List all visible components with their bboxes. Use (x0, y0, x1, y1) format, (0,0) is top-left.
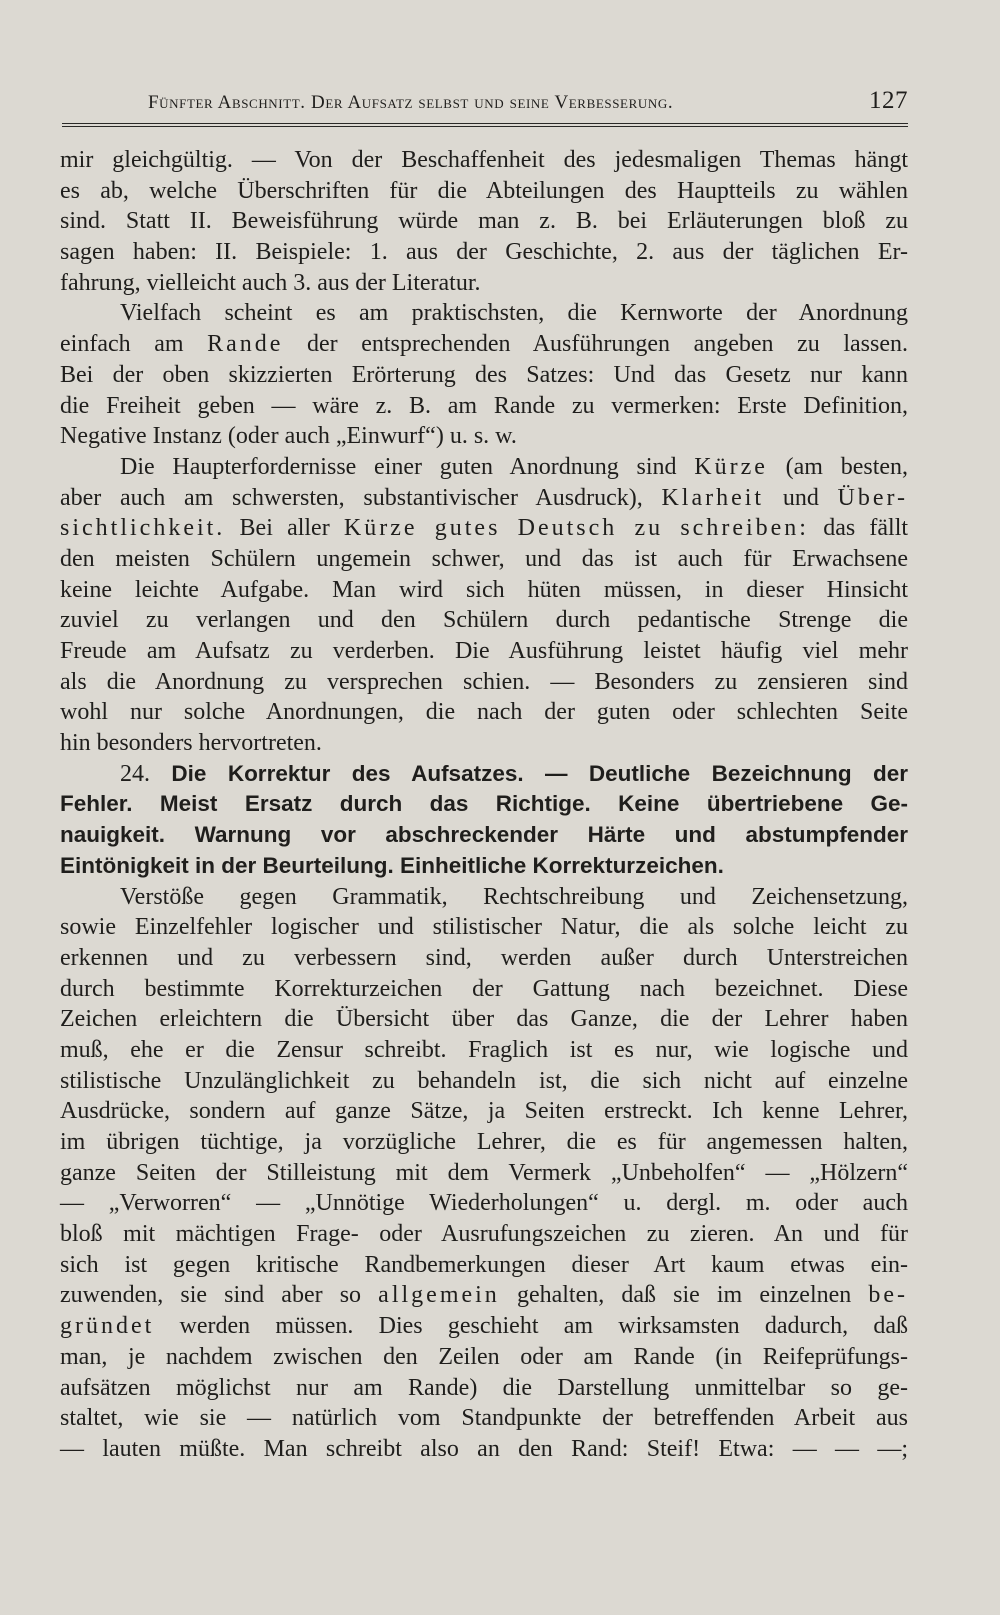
text-line: zuwenden, sie sind aber so allgemein gehalten, daß sie im einzelnen be- (60, 1282, 909, 1309)
section-number: 24. (120, 760, 150, 787)
emphasis: Rande (207, 331, 284, 358)
text-line: sowie Einzelfehler logischer und stilistischer Natur, die als solche leicht zu (60, 914, 908, 941)
emphasis: Klarheit (661, 484, 765, 511)
text-line: als die Anordnung zu versprechen schien. — Besonders zu zensieren sind (60, 668, 908, 695)
text-line: sich ist gegen kritische Randbemerkungen dieser Art kaum etwas ein- (60, 1251, 908, 1278)
emphasis: Kürze (694, 453, 768, 480)
page-number: 127 (869, 87, 908, 114)
text-line: ganze Seiten der Stilleistung mit dem Vermerk „Unbeholfen“ — „Hölzern“ (60, 1159, 908, 1186)
text-line: Verstöße gegen Grammatik, Rechtschreibung und Zeichensetzung, (120, 883, 908, 910)
emphasis: allgemein (378, 1282, 500, 1309)
emphasis: Kürze gutes Deutsch zu schreiben: (343, 515, 809, 542)
text-line: keine leichte Aufgabe. Man wird sich hüten müssen, in dieser Hinsicht (60, 576, 908, 603)
text-line: — „Verworren“ — „Unnötige Wiederholungen“ u. dergl. m. oder auch (60, 1190, 908, 1217)
section-heading: 24. Die Korrektur des Aufsatzes. — Deutliche Bezeichnung der (120, 760, 908, 787)
text-line: Zeichen erleichtern die Übersicht über das Ganze, die der Lehrer haben (60, 1006, 908, 1033)
text-line: mir gleichgültig. — Von der Beschaffenheit des jedesmaligen Themas hängt (60, 147, 908, 173)
text-line: wohl nur solche Anordnungen, die nach der guten oder schlechten Seite (60, 699, 908, 726)
text-line: aber auch am schwersten, substantivischer Ausdruck), Klarheit und Über- (60, 484, 909, 511)
running-title: Fünfter Abschnitt. Der Aufsatz selbst und seine Verbesserung. (148, 92, 674, 113)
text-line: es ab, welche Überschriften für die Abteilungen des Hauptteils zu wählen (60, 177, 908, 204)
text-line: stilistische Unzulänglichkeit zu behandeln ist, die sich nicht auf einzelne (60, 1067, 908, 1094)
text-line: den meisten Schülern ungemein schwer, und das ist auch für Erwachsene (60, 545, 908, 572)
text-line: Freude am Aufsatz zu verderben. Die Ausführung leistet häufig viel mehr (60, 638, 908, 664)
text-line: sichtlichkeit. Bei aller Kürze gutes Deutsch zu schreiben: das fällt (60, 515, 909, 542)
text-line: Vielfach scheint es am praktischsten, die Kernworte der Anordnung (120, 300, 908, 327)
text-line: Bei der oben skizzierten Erörterung des Satzes: Und das Gesetz nur kann (60, 361, 908, 388)
text-line: zuviel zu verlangen und den Schülern durch pedantische Strenge die (60, 607, 908, 634)
section-heading: Eintönigkeit in der Beurteilung. Einheitliche Korrekturzeichen. (60, 852, 724, 878)
text-line: Die Haupterfordernisse einer guten Anordnung sind Kürze (am besten, (120, 453, 909, 480)
text-line: sind. Statt II. Beweisführung würde man z. B. bei Erläuterungen bloß zu (60, 208, 908, 235)
text-line: — lauten müßte. Man schreibt also an den Rand: Steif! Etwa: — — —; (60, 1435, 908, 1462)
text-line: einfach am Rande der entsprechenden Ausführungen angeben zu lassen. (60, 331, 909, 358)
text-line: erkennen und zu verbessern sind, werden außer durch Unterstreichen (60, 944, 908, 971)
section-heading: Fehler. Meist Ersatz durch das Richtige. Keine übertriebene Ge- (60, 791, 908, 817)
text-line: hin besonders hervortreten. (60, 730, 322, 757)
text-line: im übrigen tüchtige, ja vorzügliche Lehrer, die es für angemessen halten, (60, 1129, 908, 1155)
emphasis: gründet (60, 1313, 155, 1340)
section-heading: nauigkeit. Warnung vor abschreckender Härte und abstumpfender (60, 822, 908, 848)
text-line: muß, ehe er die Zensur schreibt. Fraglich ist es nur, wie logische und (60, 1036, 908, 1063)
text-line: durch bestimmte Korrekturzeichen der Gattung nach bezeichnet. Diese (60, 975, 908, 1002)
text-line: Ausdrücke, sondern auf ganze Sätze, ja Seiten erstreckt. Ich kenne Lehrer, (60, 1098, 908, 1125)
text-line: sagen haben: II. Beispiele: 1. aus der Geschichte, 2. aus der täglichen Er- (60, 239, 908, 266)
header-rule (62, 123, 908, 127)
text-line: man, je nachdem zwischen den Zeilen oder am Rande (in Reifeprüfungs- (60, 1343, 908, 1370)
emphasis: be- (868, 1282, 909, 1309)
body-text (60, 145, 908, 1465)
text-line: Negative Instanz (oder auch „Einwurf“) u. s. w. (60, 423, 517, 450)
text-line: gründet werden müssen. Dies geschieht am wirksamsten dadurch, daß (60, 1313, 908, 1340)
text-line: die Freiheit geben — wäre z. B. am Rande zu vermerken: Erste Definition, (60, 392, 908, 419)
emphasis: Über- (837, 484, 909, 511)
emphasis: sichtlichkeit. (60, 515, 226, 542)
text-line: bloß mit mächtigen Frage- oder Ausrufungszeichen zu zieren. An und für (60, 1221, 908, 1248)
text-line: staltet, wie sie — natürlich vom Standpunkte der betreffenden Arbeit aus (60, 1405, 908, 1432)
running-head (148, 88, 908, 122)
text-line: aufsätzen möglichst nur am Rande) die Darstellung unmittelbar so ge- (60, 1374, 908, 1401)
text-line: fahrung, vielleicht auch 3. aus der Literatur. (60, 269, 481, 296)
